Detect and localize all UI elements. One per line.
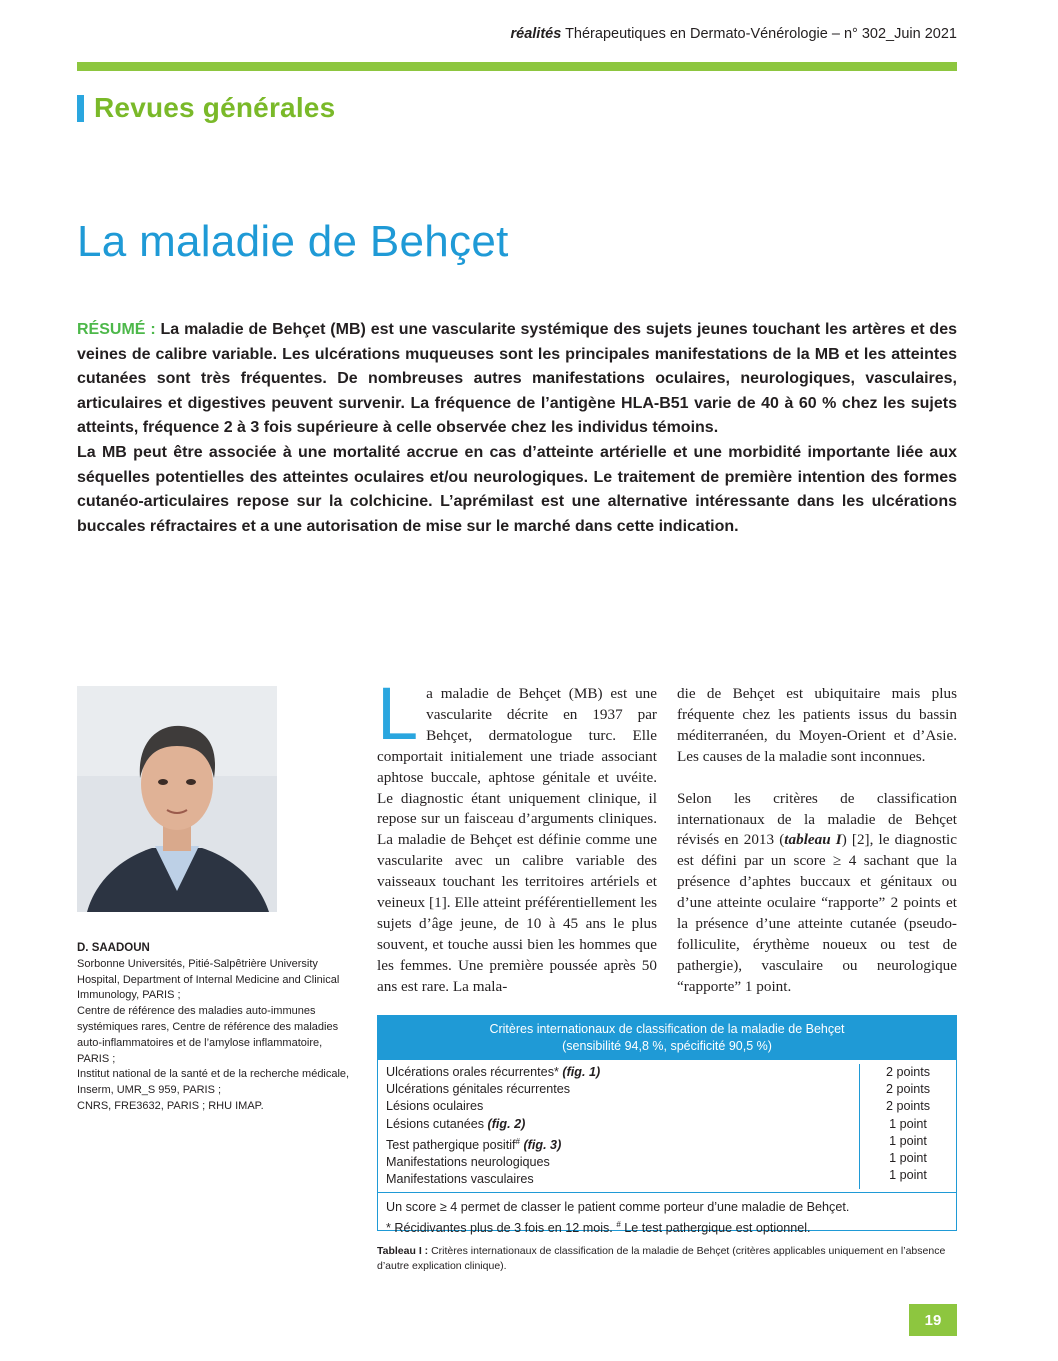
table-header <box>378 1016 956 1060</box>
criterion-text: Ulcérations génitales récurrentes <box>386 1082 571 1097</box>
abstract <box>77 318 957 539</box>
table-row-criterion <box>386 1081 859 1098</box>
table-row-points: 1 point <box>889 1151 927 1166</box>
points-column <box>859 1064 956 1189</box>
table-caption <box>377 1244 957 1274</box>
article-title: La maladie de Behçet <box>77 217 509 267</box>
criteria-column <box>378 1064 859 1189</box>
author-affiliation: Sorbonne Universités, Pitié-Salpêtrière University Hospital, Department of Internal Medicine and Clinical Immunology, PARIS ; <box>77 957 340 1002</box>
body-paragraph-2 <box>677 789 957 998</box>
figure-reference-link[interactable]: (fig. 2) <box>487 1116 526 1131</box>
criterion-text: Manifestations neurologiques <box>386 1155 550 1170</box>
author-block <box>77 941 357 1115</box>
figure-reference-link[interactable]: (fig. 1) <box>562 1065 601 1079</box>
table-row-criterion <box>386 1116 859 1133</box>
journal-brand: réalités <box>510 26 562 42</box>
footnote-mark: # <box>616 1219 621 1229</box>
top-rule <box>77 62 957 71</box>
criterion-text: Lésions cutanées <box>386 1116 485 1131</box>
body-paragraph-2-end: ) [2], le diagnostic est défini par un score ≥ 4 sachant que la présence d’aphtes buccaux et génitaux ou d’une atteinte oculaire “rapporte” 2 points et la présence d’une atteinte cutanée (pseudo-folliculite, érythème noueux ou test de pathergie), vasculaire ou neurologique “rapporte” 1 point. <box>677 831 957 995</box>
section-marker <box>77 95 84 122</box>
table-reference-link[interactable]: tableau I <box>784 831 842 849</box>
body-paragraph-1-part-1: a maladie de Behçet (MB) est une vascularite décrite en 1937 par Behçet, dermatologue turc. Elle comportait initialement une triade associant aphtose buccale, aphtose génitale et uvéite. Le diagnostic étant uniquement clinique, il repose sur un faisceau d’arguments cliniques. La maladie de Behçet est définie comme une vascularite avec un calibre variable des vaisseaux touchant les territoires artériels et veineux [1]. Elle atteint préférentiellement les sujets d’âge jeune, de 10 à 45 ans le plus souvent, et touche aussi bien les hommes que les femmes. Une première poussée après 50 ans est rare. La mala- <box>377 685 657 995</box>
table-row-criterion <box>386 1133 859 1154</box>
journal-issue: Thérapeutiques en Dermato-Vénérologie – n° 302_Juin 2021 <box>565 26 957 42</box>
author-photo <box>77 686 277 912</box>
drop-cap: L <box>377 672 419 755</box>
table-row-points: 2 points <box>885 1099 931 1114</box>
author-affiliation: Centre de référence des maladies auto-immunes systémiques rares, Centre de référence des maladies auto-inflammatoires et de l’amylose inflammatoire, PARIS ; <box>77 1005 339 1065</box>
table-row-criterion <box>386 1154 859 1171</box>
criterion-text: Manifestations vasculaires <box>386 1172 534 1187</box>
journal-header <box>510 26 957 42</box>
abstract-text-1: La maladie de Behçet (MB) est une vascularite systémique des sujets jeunes touchant les artères et des veines de calibre variable. Les ulcérations muqueuses sont les principales manifestations de la MB et les atteintes cutanées sont très fréquentes. De nombreuses autres manifestations oculaires, neurologiques, vasculaires, articulaires et digestives peuvent survenir. La fréquence de l’antigène HLA-B51 varie de 40 à 60 % chez les sujets atteints, fréquence 2 à 3 fois supérieure à celle observée chez les individus témoins. <box>77 321 957 437</box>
author-affiliation: Institut national de la santé et de la recherche médicale, Inserm, UMR_S 959, PARIS ; <box>77 1068 350 1097</box>
figure-reference-link[interactable]: (fig. 3) <box>523 1138 562 1152</box>
table-footer-score-note: Un score ≥ 4 permet de classer le patient comme porteur d’une maladie de Behçet. <box>386 1199 850 1214</box>
criterion-text: Ulcérations orales récurrentes* <box>386 1065 559 1079</box>
abstract-paragraph-2: La MB peut être associée à une mortalité accrue en cas d’atteinte artérielle et une morbidité importante liée aux séquelles potentielles des atteintes oculaires et/ou neurologiques. Le traitement de première intention des formes cutanéo-articulaires repose sur la colchicine. L’aprémilast est une alternative intéressante dans les ulcérations buccales réfractaires et a une autorisation de mise sur le marché dans cette indication. <box>77 443 957 535</box>
table-row-points: 2 points <box>885 1082 931 1097</box>
criteria-table <box>377 1015 957 1235</box>
body-paragraph-1-continued: die de Behçet est ubiquitaire mais plus fréquente chez les patients issus du bassin méditerranéen, du Moyen-Orient et d’Asie. Les causes de la maladie sont inconnues. <box>677 685 957 765</box>
table-footer-footnotes <box>386 1216 948 1237</box>
caption-label: Tableau I : <box>377 1245 429 1257</box>
abstract-label: RÉSUMÉ : <box>77 321 156 338</box>
footnote-recurrence: * Récidivantes plus de 3 fois en 12 mois. <box>386 1221 613 1235</box>
abstract-paragraph-1 <box>77 318 957 441</box>
table-row-criterion <box>386 1064 859 1081</box>
table-row-criterion <box>386 1098 859 1115</box>
body-paragraph-1 <box>377 672 657 998</box>
table-row-points: 1 point <box>889 1116 927 1131</box>
page-number: 19 <box>909 1304 957 1336</box>
footnote-pathergy: Le test pathergique est optionnel. <box>624 1221 811 1235</box>
criterion-text: Lésions oculaires <box>386 1099 484 1114</box>
table-row-points: 1 point <box>889 1133 927 1148</box>
author-affiliation: CNRS, FRE3632, PARIS ; RHU IMAP. <box>77 1099 264 1112</box>
table-subtitle: (sensibilité 94,8 %, spécificité 90,5 %) <box>562 1038 772 1053</box>
body-column-1 <box>377 672 657 998</box>
caption-text: Critères internationaux de classification de la maladie de Behçet (critères applicables uniquement en l’absence d’autre explication clinique). <box>377 1245 946 1272</box>
table-body <box>378 1060 956 1193</box>
table-title: Critères internationaux de classification de la maladie de Behçet <box>489 1022 845 1036</box>
section-title: Revues générales <box>94 92 336 123</box>
table-row-points: 1 point <box>889 1168 927 1183</box>
table-row-criterion <box>386 1171 859 1188</box>
body-paragraph-2-start: Selon les critères de classification internationaux de la maladie de Behçet révisés en 2013 ( <box>677 789 957 849</box>
section-heading <box>77 91 335 125</box>
table-footer <box>378 1193 956 1244</box>
author-name: D. SAADOUN <box>77 942 150 954</box>
table-row-points: 2 points <box>885 1065 931 1079</box>
body-column-2 <box>677 684 957 998</box>
criterion-text: Test pathergique positif <box>386 1138 516 1152</box>
footnote-mark: # <box>515 1136 520 1146</box>
